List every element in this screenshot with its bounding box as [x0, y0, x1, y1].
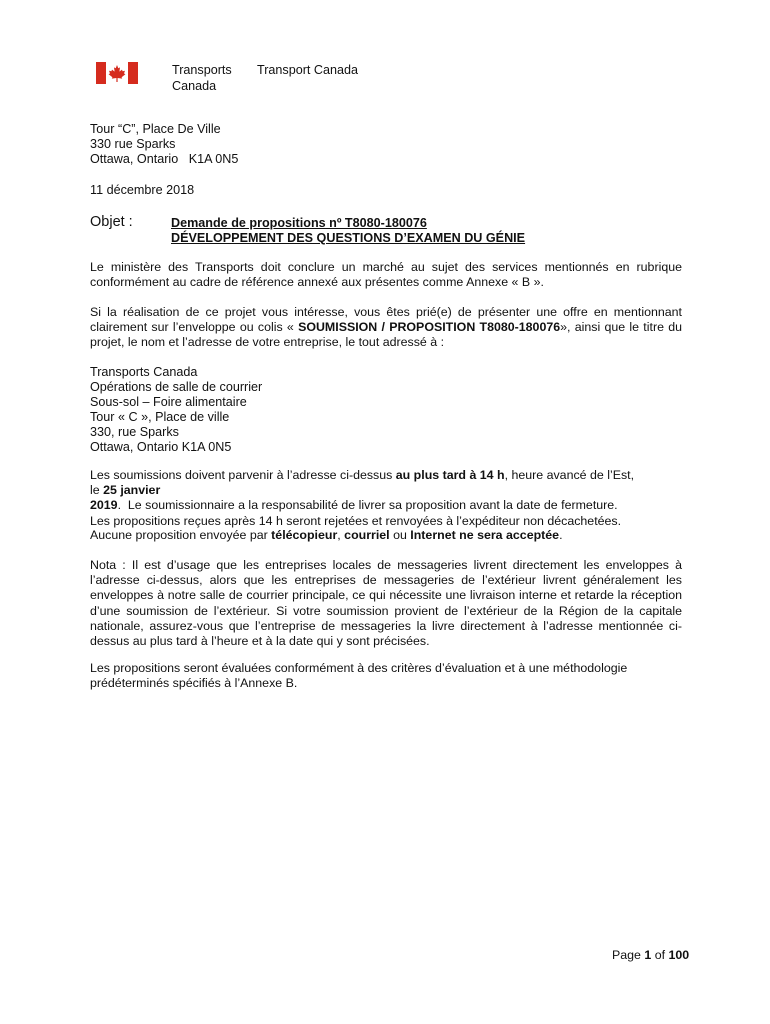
sender-address-line: Tour “C”, Place De Ville: [90, 122, 221, 136]
mailing-address-line: Opérations de salle de courrier: [90, 380, 263, 394]
department-name-fr: [172, 62, 232, 94]
paragraph-text: .: [559, 528, 563, 542]
sender-address-line: 330 rue Sparks: [90, 137, 176, 151]
subject-label: Objet :: [90, 214, 133, 230]
subject-line-1: Demande de propositions nº T8080-180076: [171, 216, 427, 230]
paragraph-deadline: [90, 468, 682, 529]
department-name-en: Transport Canada: [257, 63, 359, 77]
internet-term: Internet ne sera acceptée: [410, 528, 560, 542]
paragraph-text: ,: [337, 528, 345, 542]
paragraph-text: Aucune proposition envoyée par: [90, 528, 272, 542]
mailing-address-line: Sous-sol – Foire alimentaire: [90, 395, 247, 409]
department-name-fr-line2: Canada: [172, 79, 217, 93]
paragraph-text: Si la réalisation de ce projet vous intéresse, vous êtes prié(e) de présenter une offre en mentionnant clairement sur l’enveloppe ou colis «: [90, 305, 682, 335]
paragraph-text: Les soumissions doivent parvenir à l’adresse ci-dessus: [90, 468, 396, 482]
deadline-line-1: [90, 468, 682, 483]
mailing-address-line: Ottawa, Ontario K1A 0N5: [90, 440, 232, 454]
deadline-line-3: Les propositions reçues après 14 h seront rejetées et renvoyées à l’expéditeur non décachetées.: [90, 513, 622, 528]
paragraph-text: le: [90, 483, 104, 498]
deadline-line-2: [90, 483, 682, 513]
mailing-address: [90, 365, 262, 455]
paragraph-text: ou: [389, 528, 411, 542]
submission-label: SOUMISSION / PROPOSITION T8080-180076: [298, 320, 561, 335]
of-word: of: [651, 948, 669, 962]
fax-term: télécopieur: [271, 528, 338, 542]
page-number: [612, 948, 689, 962]
paragraph-note: Nota : Il est d’usage que les entreprises locales de messageries livrent directement les enveloppes à l’adresse ci-dessus, alors que les entreprises de messageries de l’extérieur livrent généralement les enveloppes à notre salle de courrier principale, ce qui nécessite une livraison interne et retarde la réception d’une soumission de l’extérieur. Si votre soumission provient de l’extérieur de la Région de la capitale nationale, assurez-vous que l’entreprise de messageries la livre directement à l’adresse mentionnée ci-dessus au plus tard à l’heure et à la date qui y sont précisées.: [90, 558, 682, 649]
deadline-time: au plus tard à 14 h: [395, 468, 505, 482]
sender-address-line: Ottawa, Ontario K1A 0N5: [90, 152, 239, 166]
total-pages: 100: [668, 948, 690, 962]
paragraph-intro: Le ministère des Transports doit conclure un marché au sujet des services mentionnés en rubrique conformément au cadre de référence annexé aux présentes comme Annexe « B ».: [90, 260, 682, 290]
paragraph-no-fax: [90, 528, 682, 543]
mailing-address-line: Transports Canada: [90, 365, 198, 379]
paragraph-text: , heure avancé de l’Est,: [504, 468, 635, 482]
mailing-address-line: Tour « C », Place de ville: [90, 410, 230, 424]
paragraph-text: . Le soumissionnaire a la responsabilité de livrer sa proposition avant la date de fermeture.: [117, 498, 618, 513]
page-word: Page: [612, 948, 645, 962]
subject-title: [171, 216, 525, 246]
email-term: courriel: [344, 528, 390, 542]
subject-line-2: DÉVELOPPEMENT DES QUESTIONS D’EXAMEN DU GÉNIE: [171, 231, 526, 245]
department-name-fr-line1: Transports: [172, 63, 232, 77]
deadline-date: 25 janvier 2019: [90, 483, 161, 513]
letter-date: 11 décembre 2018: [90, 183, 195, 197]
mailing-address-line: 330, rue Sparks: [90, 425, 179, 439]
paragraph-evaluation: Les propositions seront évaluées conformément à des critères d’évaluation et à une méthodologie prédéterminés spécifiés à l’Annexe B.: [90, 661, 628, 691]
sender-address: [90, 122, 238, 167]
paragraph-text: », ainsi que le titre du projet, le nom et l’adresse de votre entreprise, le tout adressé à :: [90, 320, 682, 350]
paragraph-submission-instructions: [90, 305, 682, 351]
current-page: 1: [644, 948, 652, 962]
canada-flag-icon: [96, 62, 138, 84]
